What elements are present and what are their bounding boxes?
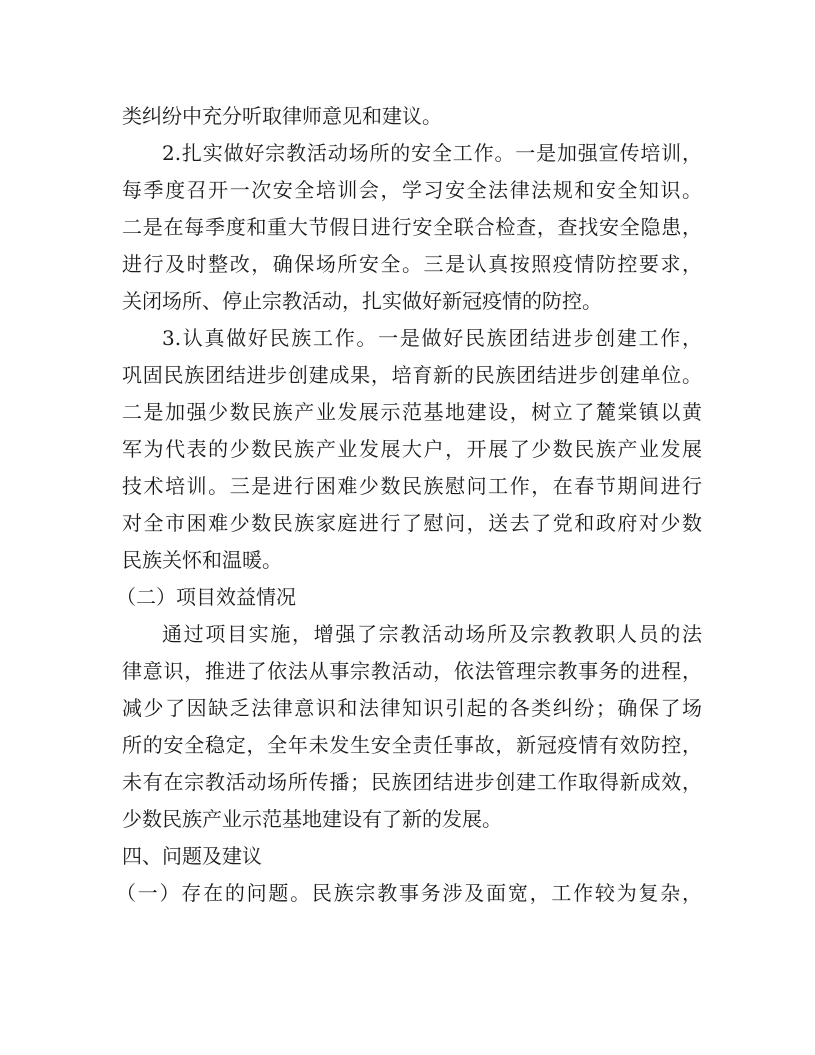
section-heading: 四、问题及建议	[122, 844, 262, 868]
text-line: 军为代表的少数民族产业发展大户，开展了少数民族产业发展	[122, 437, 702, 461]
text-line: 所的安全稳定，全年未发生安全责任事故，新冠疫情有效防控，	[122, 733, 702, 757]
text-line: 2.扎实做好宗教活动场所的安全工作。一是加强宣传培训，	[162, 141, 702, 165]
text-line: 3.认真做好民族工作。一是做好民族团结进步创建工作，	[162, 326, 702, 350]
text-line: 二是在每季度和重大节假日进行安全联合检查，查找安全隐患，	[122, 215, 702, 239]
text-line: 对全市困难少数民族家庭进行了慰问，送去了党和政府对少数	[122, 511, 702, 535]
document-body	[116, 98, 702, 912]
text-line: （一）存在的问题。民族宗教事务涉及面宽，工作较为复杂，	[116, 881, 702, 905]
text-line: 技术培训。三是进行困难少数民族慰问工作，在春节期间进行	[122, 474, 702, 498]
text-line: 巩固民族团结进步创建成果，培育新的民族团结进步创建单位。	[122, 363, 702, 387]
text-line: 未有在宗教活动场所传播；民族团结进步创建工作取得新成效，	[122, 770, 702, 794]
text-line: 少数民族产业示范基地建设有了新的发展。	[122, 807, 502, 831]
text-line: 进行及时整改，确保场所安全。三是认真按照疫情防控要求，	[122, 252, 702, 276]
text-line: 减少了因缺乏法律意识和法律知识引起的各类纠纷；确保了场	[122, 696, 702, 720]
text-line: 类纠纷中充分听取律师意见和建议。	[122, 104, 442, 128]
text-line: 关闭场所、停止宗教活动，扎实做好新冠疫情的防控。	[122, 289, 602, 313]
text-line: 民族关怀和温暖。	[122, 548, 282, 572]
section-heading: （二）项目效益情况	[116, 585, 296, 609]
text-line: 通过项目实施，增强了宗教活动场所及宗教教职人员的法	[162, 622, 702, 646]
text-line: 律意识，推进了依法从事宗教活动，依法管理宗教事务的进程，	[122, 659, 702, 683]
text-line: 每季度召开一次安全培训会，学习安全法律法规和安全知识。	[122, 178, 702, 202]
text-line: 二是加强少数民族产业发展示范基地建设，树立了麓棠镇以黄	[122, 400, 702, 424]
